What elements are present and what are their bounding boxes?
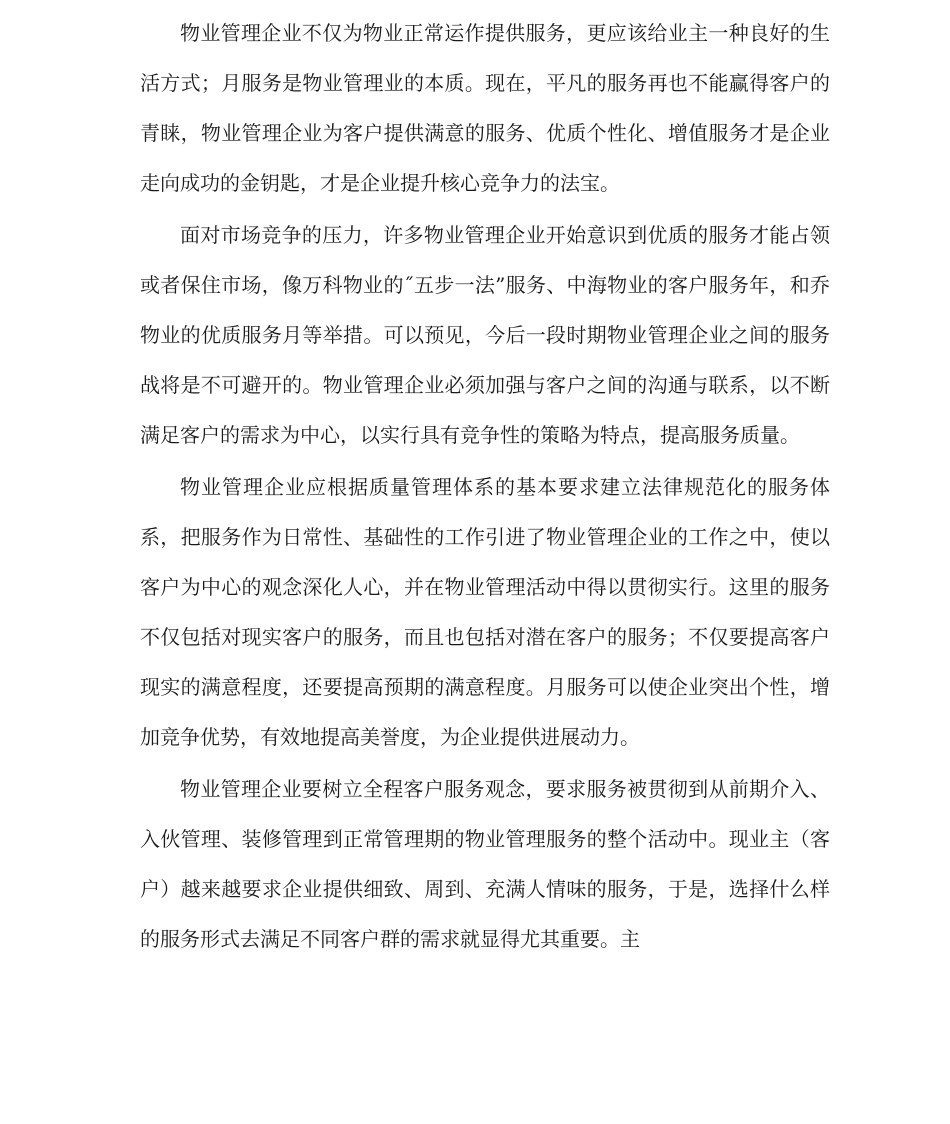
paragraph-2: 面对市场竞争的压力，许多物业管理企业开始意识到优质的服务才能占领或者保住市场，像万科物业的˝五步一法”服务、中海物业的客户服务年，和乔物业的优质服务月等举措。可以预见，今后一段时期物业管理企业之间的服务战将是不可避开的。物业管理企业必须加强与客户之间的沟通与联系，以不断满足客户的需求为中心，以实行具有竞争性的策略为特点，提高服务质量。 bbox=[140, 223, 830, 447]
document-body bbox=[140, 8, 830, 966]
paragraph-1: 物业管理企业不仅为物业正常运作提供服务，更应该给业主一种良好的生活方式；月服务是物业管理业的本质。现在，平凡的服务再也不能赢得客户的青睐，物业管理企业为客户提供满意的服务、优质个性化、增值服务才是企业走向成功的金钥匙，才是企业提升核心竞争力的法宝。 bbox=[140, 21, 830, 195]
paragraph-4: 物业管理企业要树立全程客户服务观念，要求服务被贯彻到从前期介入、入伙管理、装修管理到正常管理期的物业管理服务的整个活动中。现业主（客户）越来越要求企业提供细致、周到、充满人情味的服务，于是，选择什么样的服务形式去满足不同客户群的需求就显得尤其重要。主 bbox=[140, 777, 830, 951]
paragraph-3: 物业管理企业应根据质量管理体系的基本要求建立法律规范化的服务体系，把服务作为日常性、基础性的工作引进了物业管理企业的工作之中，使以客户为中心的观念深化人心，并在物业管理活动中得以贯彻实行。这里的服务不仅包括对现实客户的服务，而且也包括对潜在客户的服务；不仅要提高客户现实的满意程度，还要提高预期的满意程度。月服务可以使企业突出个性，增加竞争优势，有效地提高美誉度，为企业提供进展动力。 bbox=[140, 475, 830, 749]
